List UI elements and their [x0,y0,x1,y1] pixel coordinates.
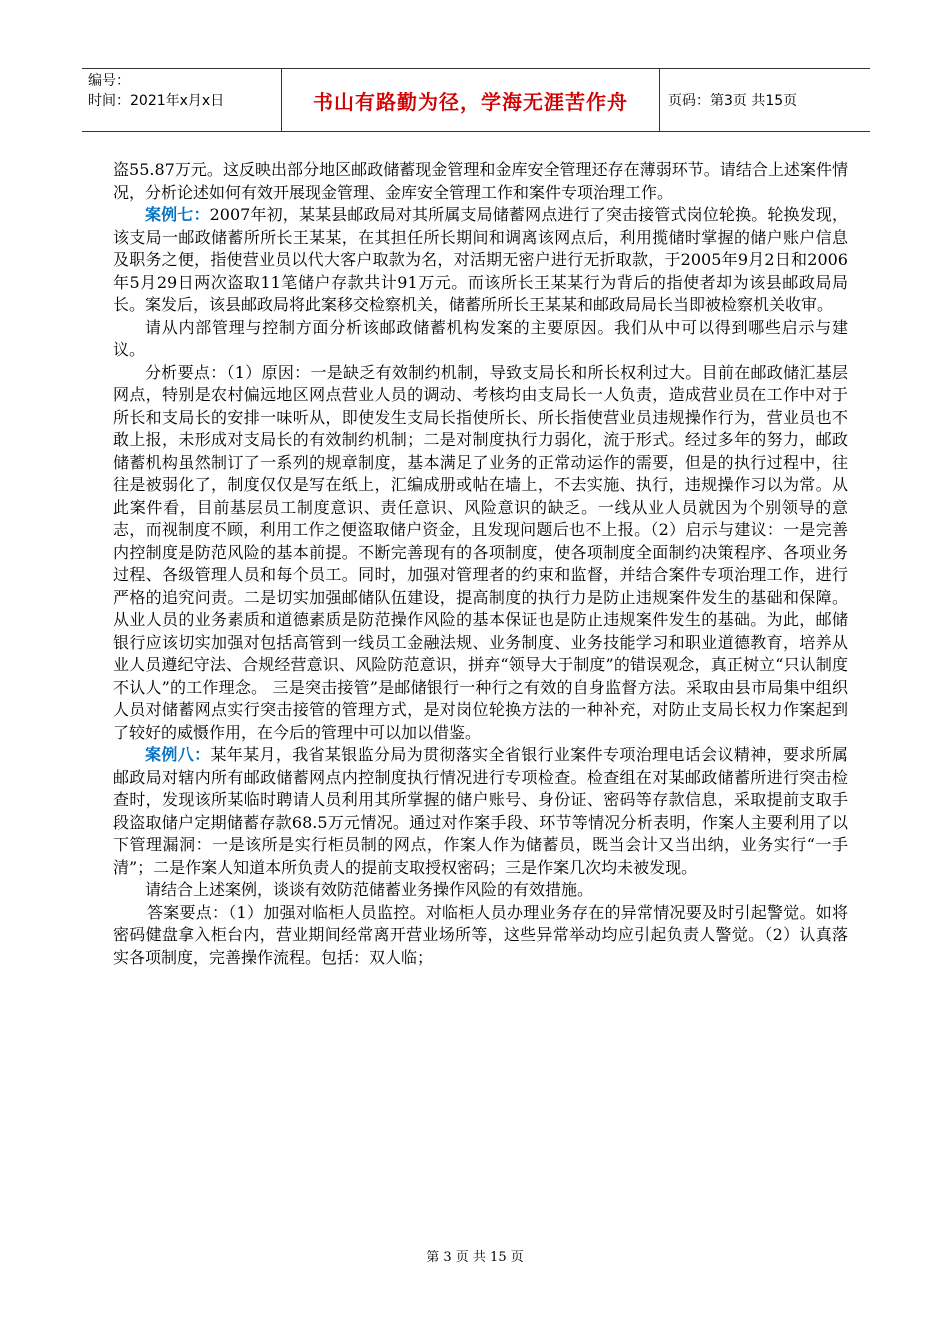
document-number-label: 编号： [88,73,130,89]
page-header [82,68,870,132]
case-seven-paragraph [113,204,848,317]
case-eight-text: 某年某月，我省某银监分局为贯彻落实全省银行业案件专项治理电话会议精神，要求所属邮政局对辖内所有邮政储蓄网点内控制度执行情况进行专项检查。检查组在对某邮政储蓄所进行突击检查时，发现该所某临时聘请人员利用其所掌握的储户账号、身份证、密码等存款信息，采取提前支取手段盗取储户定期储蓄存款68.5万元情况。通过对作案手段、环节等情况分析表明，作案人主要利用了以下管理漏洞：一是该所是实行柜员制的网点，作案人作为储蓄员，既当会计又当出纳，业务实行“一手清”；二是作案人知道本所负责人的提前支取授权密码；三是作案几次均未被发现。 [113,745,848,877]
header-meta [82,69,282,131]
case-seven-text: 2007年初，某某县邮政局对其所属支局储蓄网点进行了突击接管式岗位轮换。轮换发现，该支局一邮政储蓄所所长王某某，在其担任所长期间和调离该网点后，利用揽储时掌握的储户账户信息及职务之便，指使营业员以代大客户取款为名，对活期无密户进行无折取款，于2005年9月2日和2006年5月29日两次盗取11笔储户存款共计91万元。而该所长王某某行为背后的指使者却为该县邮政局局长。案发后，该县邮政局将此案移交检察机关，储蓄所所长王某某和邮政局局长当即被检察机关收审。 [113,205,848,314]
case-eight-question: 请结合上述案例，谈谈有效防范储蓄业务操作风险的有效措施。 [145,880,594,899]
header-motto: 书山有路勤为径，学海无涯苦作舟 [282,69,660,131]
case-seven-label: 案例七： [145,205,210,224]
document-date-label: 时间：2021年x月x日 [88,93,225,109]
case-seven-question: 请从内部管理与控制方面分析该邮政储蓄机构发案的主要原因。我们从中可以得到哪些启示与建议。 [113,317,848,359]
page-footer: 第 3 页 共 15 页 [426,1250,524,1265]
case-eight-label: 案例八： [145,745,211,764]
case-eight-paragraph [113,744,848,879]
document-body [113,159,848,969]
case-eight-answer: 答案要点：（1）加强对临柜人员监控。对临柜人员办理业务存在的异常情况要及时引起警觉。如将密码健盘拿入柜台内，营业期间经常离开营业场所等，这些异常举动均应引起负责人警觉。（2）认真落实各项制度，完善操作流程。包括：双人临； [113,902,848,967]
case-seven-answer: 分析要点：（1）原因：一是缺乏有效制约机制，导致支局长和所长权利过大。目前在邮政储汇基层网点，特别是农村偏远地区网点营业人员的调动、考核均由支局长一人负责，造成营业员在工作中对于所长和支局长的安排一味听从，即使发生支局长指使所长、所长指使营业员违规操作行为，营业员也不敢上报，未形成对支局长的有效制约机制；二是对制度执行力弱化，流于形式。经过多年的努力，邮政储蓄机构虽然制订了一系列的规章制度，基本满足了业务的正常动运作的需要，但是的执行过程中，往往是被弱化了，制度仅仅是写在纸上，汇编成册或帖在墙上，不去实施、执行，违规操作习以为常。从此案件看，目前基层员工制度意识、责任意识、风险意识的缺乏。一线从业人员就因为个别领导的意志，而视制度不顾，利用工作之便盗取储户资金，且发现问题后也不上报。（2）启示与建议：一是完善内控制度是防范风险的基本前提。不断完善现有的各项制度，使各项制度全面制约决策程序、各项业务过程、各级管理人员和每个员工。同时，加强对管理者的约束和监督，并结合案件专项治理工作，进行严格的追究问责。二是切实加强邮储队伍建设，提高制度的执行力是防止违规案件发生的基础和保障。从业人员的业务素质和道德素质是防范操作风险的基本保证也是防止违规案件发生的基础。为此，邮储银行应该切实加强对包括高管到一线员工金融法规、业务制度、业务技能学习和职业道德教育，培养从业人员遵纪守法、合规经营意识、风险防范意识，拼弃“领导大于制度”的错误观念，真正树立“只认制度不认人”的工作理念。 三是突击接管”是邮储银行一种行之有效的自身监督方法。采取由县市局集中组织人员对储蓄网点实行突击接管的管理方式，是对岗位轮换方法的一种补充，对防止支局长权力作案起到了较好的威慑作用，在今后的管理中可以加以借鉴。 [113,362,848,742]
header-page-info: 页码：第3页 共15页 [668,93,798,109]
paragraph-continuation: 盗55.87万元。这反映出部分地区邮政储蓄现金管理和金库安全管理还存在薄弱环节。请结合上述案件情况，分析论述如何有效开展现金管理、金库安全管理工作和案件专项治理工作。 [113,160,848,202]
